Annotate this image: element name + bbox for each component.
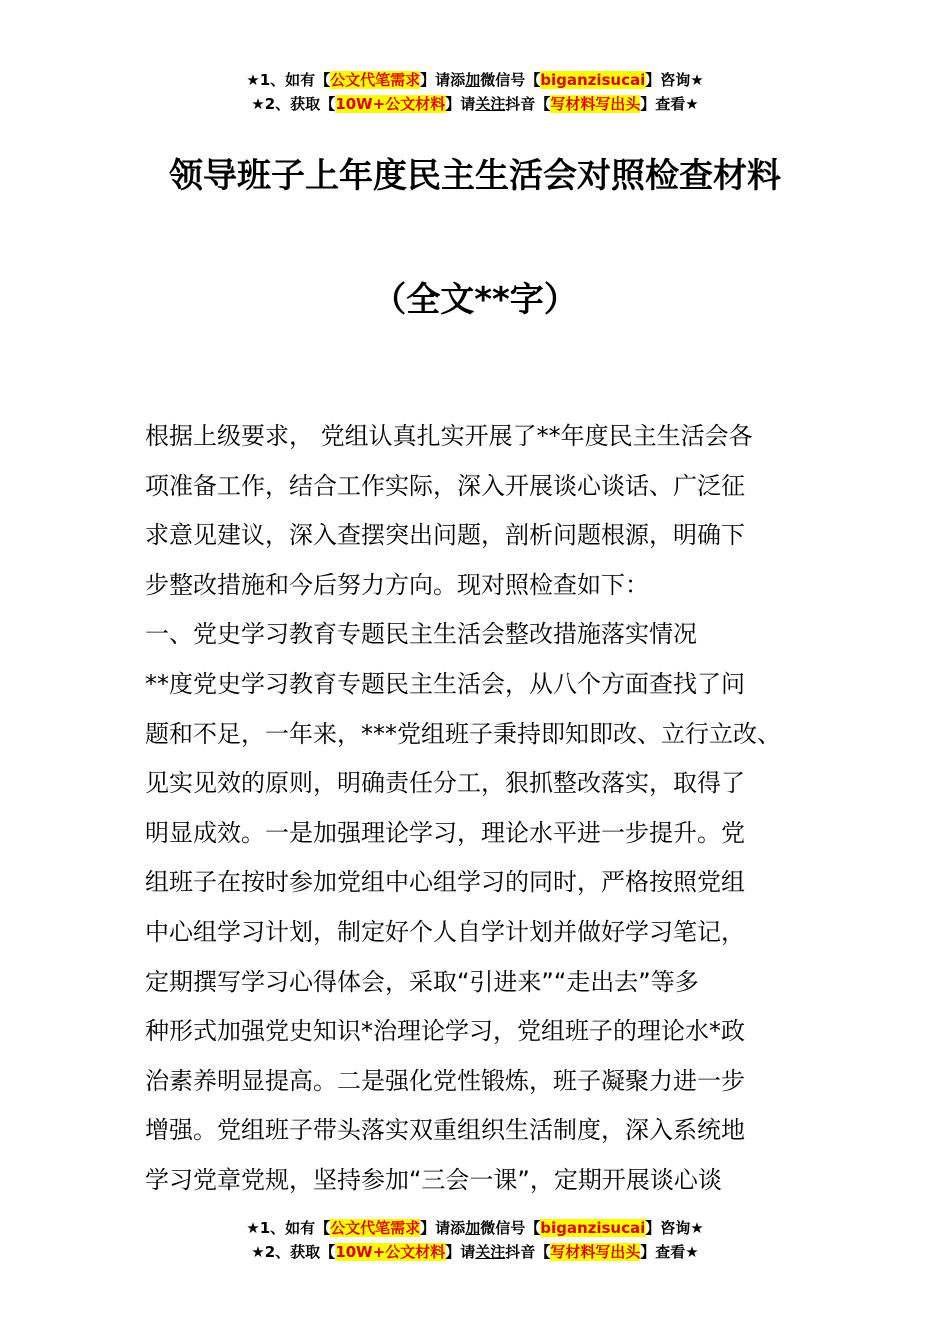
highlight-service: 公文代笔需求	[330, 71, 421, 89]
highlight-douyin: 写材料写出头	[550, 95, 641, 113]
header-banner	[0, 68, 950, 116]
highlight-materials: 10W+公文材料	[335, 95, 446, 113]
text-line: 治素养明显提高。二是强化党性锻炼，班子凝聚力进一步	[145, 1066, 745, 1095]
text-line: 增强。党组班子带头落实双重组织生活制度，深入系统地	[145, 1116, 745, 1145]
text-line: 定期撰写学习心得体会，采取“引进来”“走出去”等多	[145, 967, 699, 996]
document-subtitle: （全文**字）	[372, 280, 578, 320]
text-line: 中心组学习计划，制定好个人自学计划并做好学习笔记，	[145, 917, 745, 946]
highlight-douyin: 写材料写出头	[550, 1243, 641, 1261]
text-line: 种形式加强党史知识*治理论学习，党组班子的理论水*政	[145, 1017, 745, 1046]
text-line: **度党史学习教育专题民主生活会，从八个方面查找了问	[145, 669, 745, 698]
body-text	[145, 412, 815, 1206]
text-line: 项准备工作，结合工作实际，深入开展谈心谈话、广泛征	[145, 471, 745, 500]
highlight-wechat-id: biganzisucai	[540, 1219, 646, 1237]
text-line: 学习党章党规，坚持参加“三会一课”，定期开展谈心谈	[145, 1165, 722, 1194]
banner-line-1: ★1、如有【公文代笔需求】请添加微信号【biganzisucai】咨询★	[246, 1219, 704, 1237]
text-line: 根据上级要求， 党组认真扎实开展了**年度民主生活会各	[145, 422, 753, 450]
text-line: 见实见效的原则，明确责任分工，狠抓整改落实，取得了	[145, 769, 745, 798]
text-line: 组班子在按时参加党组中心组学习的同时，严格按照党组	[145, 868, 745, 897]
text-line: 求意见建议，深入查摆突出问题，剖析问题根源，明确下	[145, 521, 745, 550]
footer-banner	[0, 1216, 950, 1264]
banner-line-2: ★2、获取【10W+公文材料】请关注抖音【写材料写出头】查看★	[251, 1243, 699, 1261]
text-line: 明显成效。一是加强理论学习，理论水平进一步提升。党	[145, 818, 745, 847]
banner-line-1: ★1、如有【公文代笔需求】请添加微信号【biganzisucai】咨询★	[246, 71, 704, 89]
section-heading: 一、党史学习教育专题民主生活会整改措施落实情况	[145, 620, 697, 649]
text-line: 步整改措施和今后努力方向。现对照检查如下：	[145, 570, 649, 599]
highlight-materials: 10W+公文材料	[335, 1243, 446, 1261]
document-title: 领导班子上年度民主生活会对照检查材料	[169, 156, 781, 196]
highlight-service: 公文代笔需求	[330, 1219, 421, 1237]
banner-line-2: ★2、获取【10W+公文材料】请关注抖音【写材料写出头】查看★	[251, 95, 699, 113]
text-line: 题和不足，一年来，***党组班子秉持即知即改、立行立改、	[145, 719, 781, 748]
highlight-wechat-id: biganzisucai	[540, 71, 646, 89]
